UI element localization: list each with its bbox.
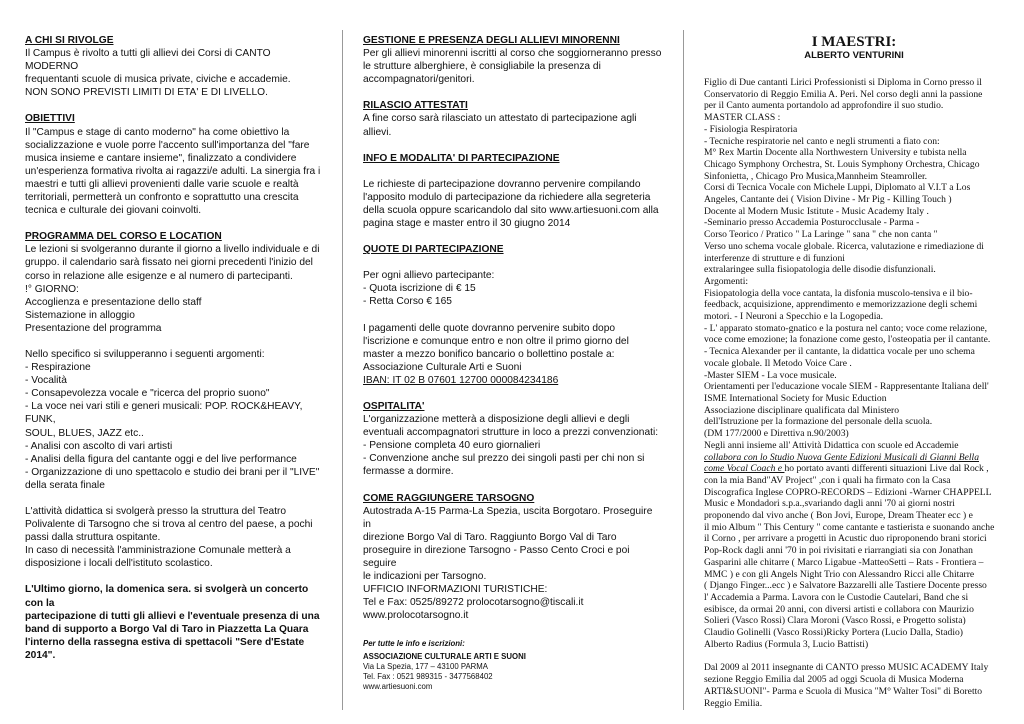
text-line: L'organizzazione metterà a disposizione degli allievi e degli	[363, 414, 630, 426]
section-body	[363, 47, 663, 86]
section-heading: QUOTE DI PARTECIPAZIONE	[363, 244, 504, 256]
section-directions	[363, 492, 663, 623]
text-line: Orientamenti per l'educazione vocale SIEM - Rappresentante Italiana dell'	[704, 381, 989, 393]
text-line: direzione Borgo Val di Taro. Raggiunto Borgo Val di Taro	[363, 531, 617, 543]
text-line: pagina stage e master entro il 30 giugno 2014	[363, 218, 571, 230]
text-line: le strutture alberghiere, è consigliabile la presenza di	[363, 61, 601, 73]
text-line: Le richieste di partecipazione dovranno pervenire compilando	[363, 178, 641, 190]
text-line: il mio Album " This Century " come cantante e tastierista e suonando anche	[704, 521, 995, 533]
iban-text: IBAN: IT 02 B 07601 12700 000084234186	[363, 374, 559, 386]
section-heading: PROGRAMMA DEL CORSO E LOCATION	[25, 231, 222, 243]
text-line: passi dalla struttura ospitante.	[25, 532, 161, 544]
text-line: www.prolocotarsogno.it	[363, 610, 469, 622]
section-heading: COME RAGGIUNGERE TARSOGNO	[363, 492, 535, 504]
text-line: Claudio Golinelli (Vasco Rossi)Ricky Portera (Lucio Dalla, Stadio)	[704, 627, 963, 639]
text-line: Per ogni allievo partecipante:	[363, 270, 495, 282]
text-line: Argomenti:	[704, 275, 749, 287]
text-line: ISME International Society for Music Eduction	[704, 392, 887, 404]
topics-list	[25, 348, 325, 492]
text-line: - Vocalità	[25, 375, 67, 387]
text-line: Solieri (Vasco Rossi) Clara Moroni (Vasco Rossi, e Progetto solista)	[704, 615, 966, 627]
column-divider-1	[342, 30, 343, 710]
text-line: MASTER CLASS :	[704, 112, 781, 124]
text-line: Conservatorio di Reggio Emilia A. Peri. Nel corso degli anni la passione	[704, 88, 983, 100]
text-line: vocale globale. Il Metodo Voice Care .	[704, 357, 852, 369]
text-line: - Tecniche respiratorie nel canto e negli strumenti a fiato con:	[704, 135, 940, 147]
text-line: eventuali accompagnatori strutture in loco a prezzi convenzionati:	[363, 427, 659, 439]
text-line: Fisiopatologia della voce cantata, la disfonia muscolo-tensiva e il bio-	[704, 287, 973, 299]
text-line: Discografica Inglese COPRO-RECORDS – Edizioni -Warner CHAPPELL	[704, 486, 992, 498]
text-line: disposizione i locali dell'istituto scolastico.	[25, 558, 213, 570]
text-line: -Master SIEM - La voce musicale.	[704, 369, 837, 381]
text-line: Associazione disciplinare qualificata dal Ministero	[704, 404, 900, 416]
text-line: dell'Istruzione per la formazione del personale della scuola.	[704, 416, 933, 428]
text-line: interferenze di strutture e di funzioni	[704, 252, 845, 264]
text-line: ARTI&SUONI"- Parma e Scuola di Musica "M° Walter Tosi" di Boretto	[704, 685, 983, 697]
section-info	[363, 152, 663, 230]
column-right	[704, 34, 1004, 709]
text-line: Music e Mondadori s.p.a.,svariando dagli anni '70 ai giorni nostri	[704, 498, 955, 510]
text-line: Corsi di Tecnica Vocale con Michele Luppi, Diplomato al V.I.T a Los	[704, 182, 971, 194]
text-line: Il "Campus e stage di canto moderno" ha come obiettivo la	[25, 126, 290, 138]
text-line: Autostrada A-15 Parma-La Spezia, uscita Borgotaro. Proseguire in	[363, 505, 653, 530]
text-line: Chicago Symphony Orchestra, St. Louis Symphony Orchestra, Chicago	[704, 158, 980, 170]
text-line: il Corno , per arrivare a progetti in Acustic duo riproponendo brani storici	[704, 533, 987, 545]
text-line: Alberto Radius (Formula 3, Lucio Battisti)	[704, 638, 869, 650]
section-body	[25, 126, 325, 218]
text-line: Polivalente di Tarsogno che si trova al centro del paese, a pochi	[25, 519, 313, 531]
section-heading: A CHI SI RIVOLGE	[25, 35, 114, 46]
bio-part-1	[704, 77, 1004, 452]
text-line: voce come emozione; la fonazione come gesto, l'osteopatia per il cantante.	[704, 334, 991, 346]
text-line: M° Rex Martin Docente alla Northwestern University e tubista nella	[704, 147, 967, 159]
section-hospitality	[363, 400, 663, 479]
teacher-name: ALBERTO VENTURINI	[804, 50, 904, 61]
text-line: (DM 177/2000 e Direttiva n.90/2003)	[704, 428, 849, 440]
section-heading: INFO E MODALITA' DI PARTECIPAZIONE	[363, 152, 560, 164]
text-line: L'attività didattica si svolgerà presso la struttura del Teatro	[25, 506, 287, 517]
text-line: proponendo dal vivo anche ( Bon Jovi, Europe, Dream Theater ecc ) e	[704, 510, 973, 522]
section-heading: OBIETTIVI	[25, 113, 75, 125]
text-line: Accoglienza e presentazione dello staff	[25, 296, 202, 308]
contact-footer	[363, 639, 663, 692]
section-body	[363, 112, 663, 138]
text-line: frequentanti scuole di musica private, civiche e accademie.	[25, 74, 291, 86]
section-objectives	[25, 112, 325, 217]
column-divider-2	[683, 30, 684, 710]
text-line: Figlio di Due cantanti Lirici Professionisti si Diploma in Corno presso il	[704, 77, 982, 88]
venue-info	[25, 505, 325, 570]
payment-info	[363, 322, 663, 374]
text-line: - Consapevolezza vocale e "ricerca del proprio suono"	[25, 388, 270, 400]
final-concert-info	[25, 583, 325, 662]
bio-part-2	[704, 475, 1004, 651]
text-line: maestri e tutti gli allievi provenienti dalle varie scuole e realtà	[25, 178, 299, 190]
text-line: - Retta Corso € 165	[363, 296, 452, 308]
text-line: - Quota iscrizione di € 15	[363, 283, 476, 295]
text-line: SOUL, BLUES, JAZZ etc..	[25, 427, 144, 439]
text-line: In caso di necessità l'amministrazione Comunale metterà a	[25, 545, 291, 557]
text-line: Il Campus è rivolto a tutti gli allievi dei Corsi di CANTO MODERNO	[25, 48, 271, 73]
text-line: Sinfonietta, , Chicago Pro Musica,Mannheim Steamroller.	[704, 170, 928, 182]
text-line: gruppo. il calendario sarà fissato nei giorni precedenti l'inizio del	[25, 257, 313, 269]
text-line: band di supporto a Borgo Val di Taro in Piazzetta La Quara	[25, 623, 309, 635]
text-line: proseguire in direzione Tarsogno - Passo Cento Croci e poi seguire	[363, 544, 630, 569]
text-line: - Pensione completa 40 euro giornalieri	[363, 440, 541, 452]
section-heading: OSPITALITA'	[363, 400, 425, 412]
text-line: fermasse a dormire.	[363, 466, 454, 478]
text-line: Sistemazione in alloggio	[25, 309, 135, 321]
text-line: master a mezzo bonifico bancario o bollettino postale a:	[363, 348, 615, 360]
section-body	[363, 505, 663, 623]
text-line: MMC ) e con gli Angels Night Trio con Alessandro Ricci alle Chitarre	[704, 568, 975, 580]
text-line: della serata finale	[25, 479, 105, 491]
text-line: un'esperienza formativa rivolta ai ragazzi/e adulti. La sinergia fra i	[25, 165, 321, 177]
text-line: Verso uno schema vocale globale. Ricerca, valutazione e rimediazione di	[704, 240, 984, 252]
text-line: feedback, acquisizione, apprendimento e memorizzazione degli schemi	[704, 299, 978, 311]
text-line: www.artiesuoni.com	[363, 682, 433, 692]
section-body	[363, 413, 663, 478]
text-line: territoriali, permetterà un confronto e soprattutto una crescita	[25, 192, 299, 204]
bio-part-3	[704, 662, 1004, 709]
text-line: - Respirazione	[25, 362, 91, 374]
section-fees	[363, 243, 663, 387]
text-line: Gasparini alle chitarre ( Marco Ligabue -MatteoSetti – Rats - Frontiera –	[704, 556, 984, 568]
text-line: Nello specifico si svilupperanno i seguenti argomenti:	[25, 348, 265, 360]
text-line: - Tecnica Alexander per il cantante, la didattica vocale per uno schema	[704, 346, 975, 358]
text-line: - Fisiologia Respiratoria	[704, 123, 798, 135]
column-left	[25, 34, 325, 662]
text-line: NON SONO PREVISTI LIMITI DI ETA' E DI LIVELLO.	[25, 87, 268, 99]
section-minors	[363, 34, 663, 86]
text-line: - Convenzione anche sul prezzo dei singoli pasti per chi non si	[363, 453, 645, 465]
section-body	[363, 178, 663, 230]
text-line: Angeles, Cantante dei ( Vision Divine - Mr Pig - Killing Touch )	[704, 194, 952, 206]
fees-list	[363, 269, 663, 308]
section-body	[25, 47, 325, 99]
text-line: della scuola oppure scaricandolo dal sito www.artiesuoni.com alla	[363, 204, 659, 216]
text-line: UFFICIO INFORMAZIONI TURISTICHE:	[363, 584, 548, 596]
text-line: - La voce nei vari stili e generi musicali: POP. ROCK&HEAVY, FUNK,	[25, 401, 303, 426]
text-line: motori. - I Neuroni a Specchio e la Logopedia.	[704, 311, 884, 323]
text-line: - Organizzazione di uno spettacolo e studio dei brani per il "LIVE"	[25, 466, 320, 478]
text-line: Associazione Culturale Arti e Suoni	[363, 361, 522, 373]
bio-mixed-line	[704, 463, 1004, 475]
text-line: socializzazione e vuole porre l'accento sull'importanza del "fare	[25, 139, 310, 151]
text-line: Tel. Fax : 0521 989315 - 3477568402	[363, 672, 493, 682]
text-line: A fine corso sarà rilasciato un attestato di partecipazione agli	[363, 113, 637, 125]
text-line: I pagamenti delle quote dovranno pervenire subito dopo	[363, 322, 616, 334]
text-line: le indicazioni per Tarsogno.	[363, 571, 487, 583]
text-line: accompagnatori/genitori.	[363, 74, 475, 86]
text-line: corso in relazione alle esigenze e al numero di partecipanti.	[25, 270, 293, 282]
text-line: !° GIORNO:	[25, 283, 79, 295]
page-title: I MAESTRI:	[811, 34, 897, 50]
text-line: Corso Teorico / Pratico " La Laringe " sana " che non canta "	[704, 229, 938, 241]
text-line: l' Accademia a Parma. Lavora con le Custodie Cautelari, Band che si	[704, 591, 969, 603]
text-line: Negli anni insieme all' Attività Didattica con scuole ed Accademie	[704, 439, 959, 451]
text-line: ( Django Finger...ecc ) e Salvatore Bazzarelli alle Tastiere Docente presso	[704, 580, 987, 592]
text-line: L'Ultimo giorno, la domenica sera. si svolgerà un concerto con la	[25, 584, 309, 609]
footer-org: ASSOCIAZIONE CULTURALE ARTI E SUONI	[363, 652, 526, 662]
text-line: esibisce, da ormai 20 anni, con diversi artisti e collabora con Maurizio	[704, 603, 974, 615]
text-line: - L' apparato stomato-gnatico e la postura nel canto; voce come relazione,	[704, 322, 988, 334]
text-line: partecipazione di tutti gli allievi e l'eventuale presenza di una	[25, 610, 320, 622]
text-line: Le lezioni si svolgeranno durante il giorno a livello individuale e di	[25, 244, 320, 256]
text-line: sezione Reggio Emilia dal 2005 ad oggi Scuola di Musica Moderna	[704, 674, 964, 686]
text-line: extralaringee sulla fisiopatologia delle disodie disfunzionali.	[704, 264, 936, 276]
text-line: Tel e Fax: 0525/89272 prolocotarsogno@tiscali.it	[363, 597, 584, 609]
column-middle	[363, 34, 663, 692]
footer-heading: Per tutte le info e iscrizioni:	[363, 639, 465, 649]
section-heading: RILASCIO ATTESTATI	[363, 100, 468, 112]
text-line: -Seminario presso Accademia Posturocclusale - Parma -	[704, 217, 920, 229]
program-intro	[25, 243, 325, 335]
text-line: tecnica e culturale dei giovani coinvolti.	[25, 205, 202, 217]
bio-fragment: ho portato avanti differenti situazioni Live dal Rock ,	[784, 463, 989, 475]
section-certificates	[363, 99, 663, 138]
footer-lines	[363, 662, 663, 692]
text-line: musica insieme e cantare insieme", finalizzato a condividere	[25, 152, 297, 164]
text-line: Dal 2009 al 2011 insegnante di CANTO presso MUSIC ACADEMY Italy	[704, 662, 989, 674]
text-line: con la mia Band"AV Project" ,con i quali ha firmato con la Casa	[704, 474, 951, 486]
text-line: Pop-Rock dagli anni '70 in poi rivisitati e riarrangiati sia con Jonathan	[704, 545, 973, 557]
text-line: l'iscrizione e comunque entro e non oltre il primo giorno del	[363, 335, 629, 347]
text-line: Presentazione del programma	[25, 322, 162, 334]
text-line: Per gli allievi minorenni iscritti al corso che soggiorneranno presso	[363, 48, 662, 60]
bio-italic-line: collabora con lo Studio Nuova Gente Edizioni Musicali di Gianni Bella	[704, 451, 979, 463]
bio-italic-fragment: come Vocal Coach e	[704, 463, 785, 475]
text-line: l'apposito modulo di partecipazione da richiedere alla segreteria	[363, 191, 651, 203]
section-heading: GESTIONE E PRESENZA DEGLI ALLIEVI MINORENNI	[363, 35, 620, 46]
text-line: - Analisi con ascolto di vari artisti	[25, 440, 173, 452]
text-line: l'interno della rassegna estiva di spettacoli "Sere d'Estate 2014".	[25, 636, 305, 661]
text-line: Docente al Modern Music Istitute - Music Academy Italy .	[704, 205, 929, 217]
section-target	[25, 34, 325, 99]
text-line: Via La Spezia, 177 – 43100 PARMA	[363, 662, 488, 672]
text-line: - Analisi della figura del cantante oggi e del live performance	[25, 453, 297, 465]
text-line: per il Canto aumenta portandolo ad approfondire il suo studio.	[704, 100, 944, 112]
section-program	[25, 230, 325, 662]
text-line: Reggio Emilia.	[704, 697, 763, 709]
text-line: allievi.	[363, 126, 392, 138]
